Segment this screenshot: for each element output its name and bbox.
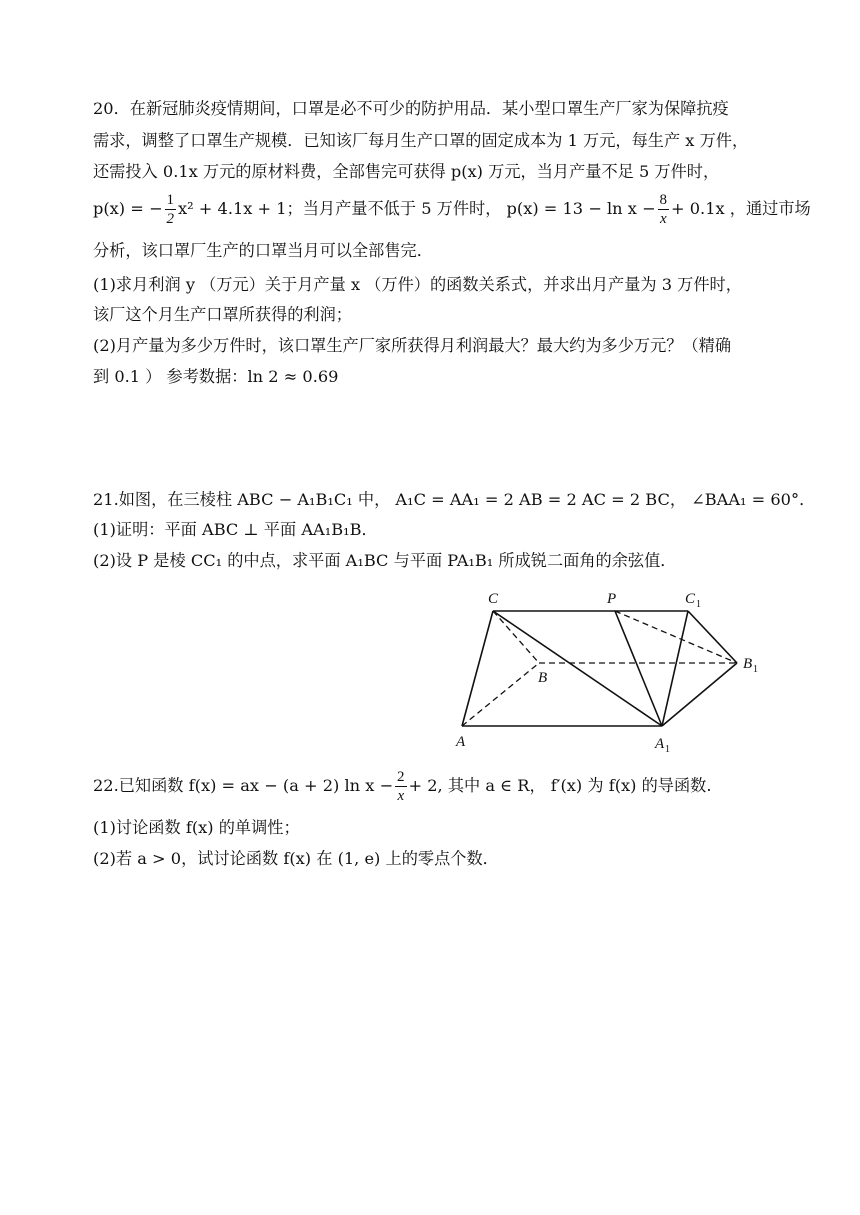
q20-part-2: (2)月产量为多少万件时，该口罩生产厂家所获得月利润最大？最大约为多少万元？（精确 <box>93 336 732 355</box>
q20-part-1: (1)求月利润 y （万元）关于月产量 x （万件）的函数关系式，并求出月产量为 3 万件时， <box>93 275 742 294</box>
label-a1-sub: 1 <box>665 744 670 755</box>
label-b1: B <box>743 656 753 672</box>
label-c: C <box>488 591 499 607</box>
q22-line-1 <box>93 768 712 805</box>
edge-c-a1 <box>493 611 662 726</box>
q22-function-tail: + 2, 其中 a ∈ R， f′(x) 为 f(x) 的导函数. <box>408 776 712 795</box>
q20-line-4 <box>93 191 811 228</box>
q22-part-1: (1)讨论函数 f(x) 的单调性； <box>93 818 300 837</box>
edge-c1-b1 <box>688 611 737 663</box>
q20-formula-middle: x² + 4.1x + 1；当月产量不低于 5 万件时， p(x) = 13 − ln x − <box>178 199 656 218</box>
label-b: B <box>538 670 548 686</box>
prism-figure <box>452 588 772 758</box>
edge-c1-a1 <box>662 611 688 726</box>
edge-c-a <box>462 611 493 726</box>
q22-part-2: (2)若 a > 0，试讨论函数 f(x) 在 (1, e) 上的零点个数． <box>93 849 499 868</box>
q20-line-2: 需求，调整了口罩生产规模．已知该厂每月生产口罩的固定成本为 1 万元，每生产 x 万件， <box>93 131 749 150</box>
q20-fraction-half: $\frac{1}{2}$ <box>166 192 175 227</box>
label-b1-sub: 1 <box>753 664 758 675</box>
q22-function-def: 22.已知函数 f(x) = ax − (a + 2) ln x − <box>93 776 394 795</box>
q20-line-1: 20．在新冠肺炎疫情期间，口罩是必不可少的防护用品．某小型口罩生产厂家为保障抗疫 <box>93 99 729 118</box>
q20-part-2-cont: 到 0.1 ） 参考数据：ln 2 ≈ 0.69 <box>93 367 339 386</box>
label-c1: C <box>685 591 696 607</box>
q20-line-3: 还需投入 0.1x 万元的原材料费，全部售完可获得 p(x) 万元，当月产量不足 5 万件时， <box>93 162 720 181</box>
q21-part-1: (1)证明：平面 ABC ⊥ 平面 AA₁B₁B． <box>93 520 378 539</box>
label-p: P <box>607 591 617 607</box>
label-c1-sub: 1 <box>696 599 701 610</box>
q20-formula-tail: + 0.1x ，通过市场 <box>671 199 811 218</box>
edge-a1-b1 <box>662 663 737 726</box>
q21-line-1: 21.如图，在三棱柱 ABC − A₁B₁C₁ 中， A₁C = AA₁ = 2 AB = 2 AC = 2 BC， ∠BAA₁ = 60°． <box>93 490 816 509</box>
label-a: A <box>456 734 466 750</box>
hidden-edge-a-b <box>462 663 539 726</box>
q20-part-1-cont: 该厂这个月生产口罩所获得的利润； <box>93 305 352 324</box>
q20-fraction-8-over-x: $\frac{8}{x}$ <box>659 192 668 227</box>
q20-formula-p-lt5: p(x) = − <box>93 199 163 218</box>
label-a1: A <box>655 736 665 752</box>
q22-fraction-2-over-x: $\frac{2}{x}$ <box>397 769 405 804</box>
q21-part-2: (2)设 P 是棱 CC₁ 的中点，求平面 A₁BC 与平面 PA₁B₁ 所成锐二面角的余弦值． <box>93 551 677 570</box>
q20-line-5: 分析，该口罩厂生产的口罩当月可以全部售完． <box>93 241 433 260</box>
